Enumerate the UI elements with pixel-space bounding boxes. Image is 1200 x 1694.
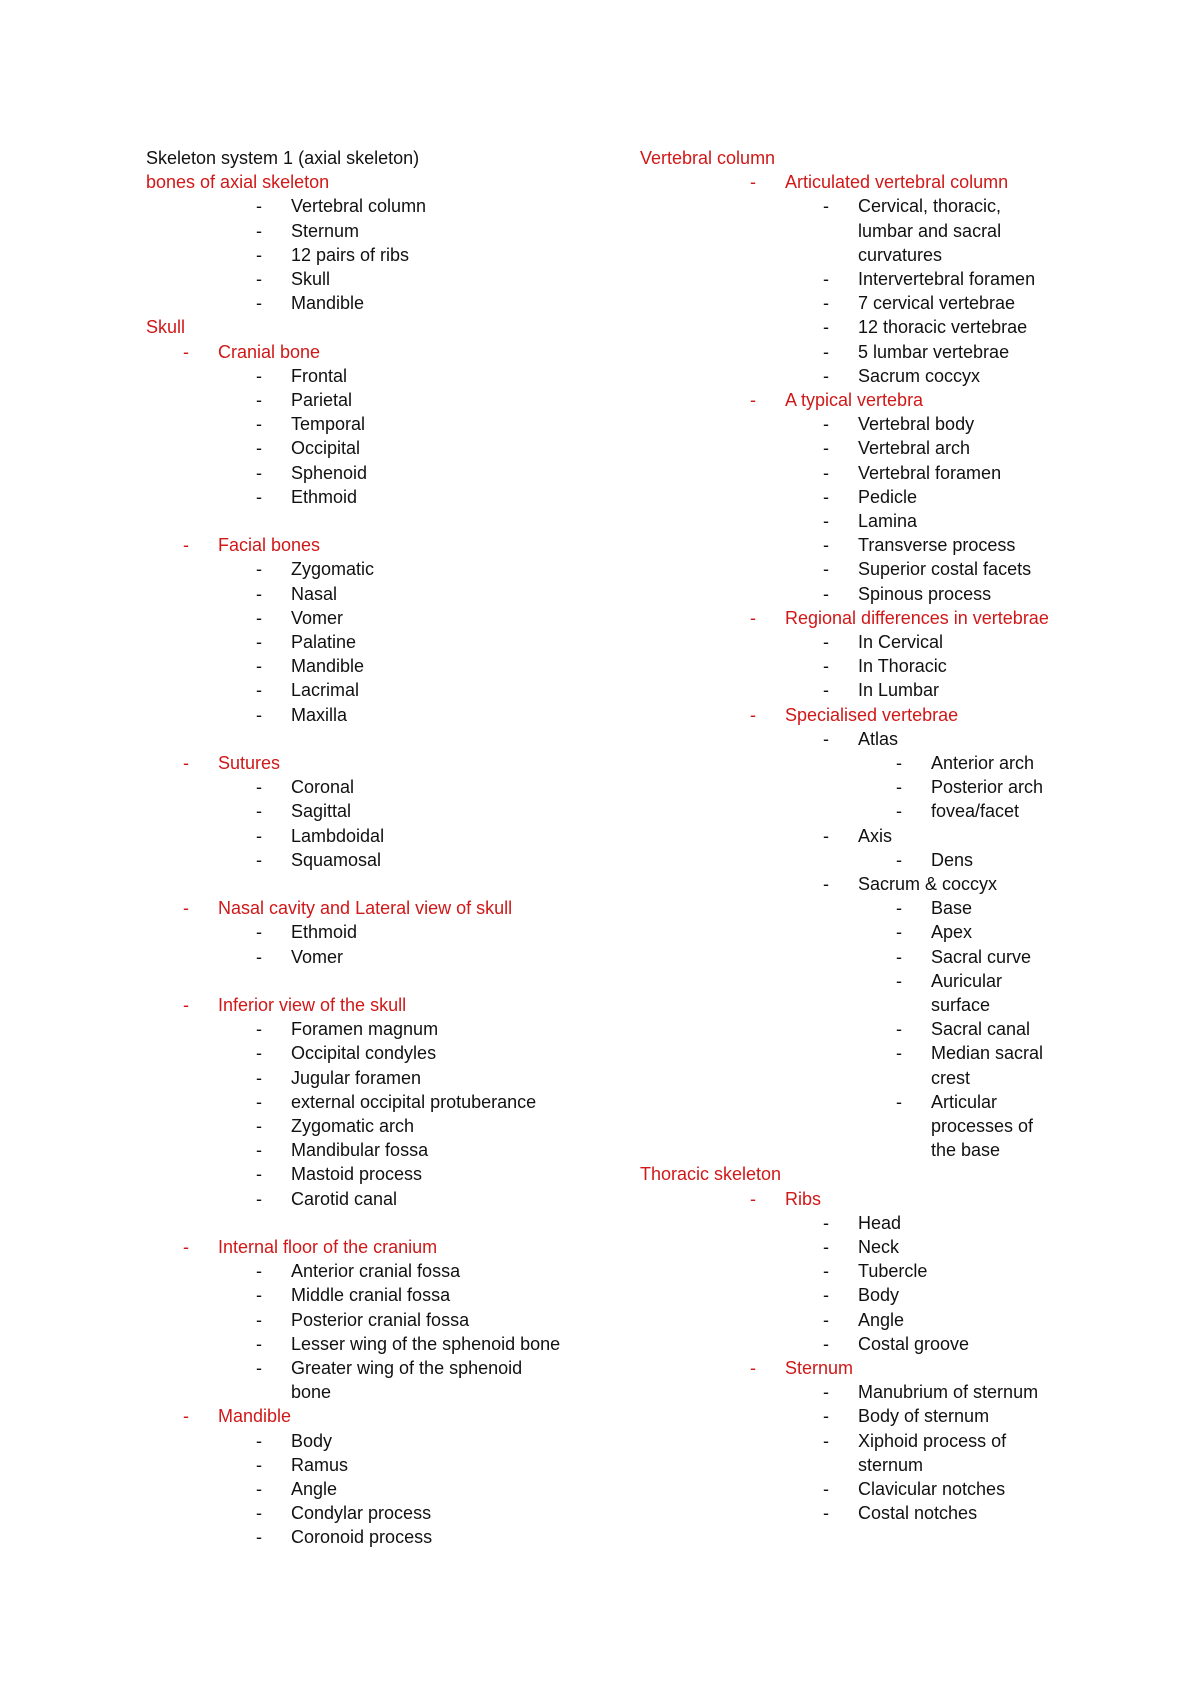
bullet-dash: - [823, 874, 829, 894]
list-item: Base [931, 898, 973, 919]
bullet-dash: - [256, 1454, 262, 1475]
bullet-dash: - [823, 1285, 829, 1306]
bullet-dash: - [823, 535, 829, 556]
bullet-dash: - [256, 220, 262, 241]
bullet-dash: - [256, 1527, 262, 1548]
list-item: In Thoracic [858, 656, 947, 677]
list-item: Anterior cranial fossa [291, 1261, 461, 1282]
bullet-dash: - [256, 1043, 262, 1064]
list-item: Vomer [291, 946, 344, 967]
bullet-dash: - [896, 753, 902, 773]
bullet-dash: - [823, 1333, 829, 1354]
list-item: Atlas [858, 728, 899, 749]
bullet-dash: - [256, 1188, 262, 1209]
bullet-dash: - [823, 1212, 829, 1233]
list-item: curvatures [858, 244, 943, 265]
list-item: Temporal [291, 414, 366, 435]
list-item: Tubercle [858, 1261, 928, 1282]
bullet-dash: - [823, 438, 829, 459]
bullet-dash: - [256, 365, 262, 386]
subsection-heading: Nasal cavity and Lateral view of skull [218, 898, 513, 919]
bullet-dash: - [256, 607, 262, 628]
list-item: Ramus [291, 1454, 349, 1475]
list-item: Vertebral arch [858, 438, 971, 459]
list-item: Spinous process [858, 583, 992, 604]
bullet-dash: - [750, 1358, 756, 1378]
subsection-heading: Specialised vertebrae [785, 704, 959, 725]
list-item: Angle [858, 1309, 905, 1330]
subsection-heading: Cranial bone [218, 341, 321, 362]
list-item: Vertebral foramen [858, 462, 1002, 483]
list-item: Articular [931, 1091, 998, 1112]
bullet-dash: - [823, 1382, 829, 1403]
list-item: Greater wing of the sphenoid [291, 1358, 523, 1378]
section-heading: Skull [146, 317, 186, 338]
list-item: Sternum [291, 220, 360, 241]
list-item: 7 cervical vertebrae [858, 293, 1016, 314]
list-item: external occipital protuberance [291, 1091, 537, 1112]
bullet-dash: - [256, 196, 262, 217]
bullet-dash: - [256, 583, 262, 604]
bullet-dash: - [256, 922, 262, 943]
subsection-heading: Inferior view of the skull [218, 995, 407, 1015]
list-item: Body of sternum [858, 1406, 990, 1427]
list-item: Carotid canal [291, 1188, 398, 1209]
list-item: sternum [858, 1454, 924, 1475]
list-item: lumbar and sacral [858, 220, 1002, 241]
list-item: Superior costal facets [858, 559, 1032, 580]
list-item: Palatine [291, 632, 357, 652]
list-item: Skull [291, 269, 331, 289]
list-item: Foramen magnum [291, 1019, 439, 1040]
list-item: Auricular [931, 970, 1003, 991]
list-item: Sacral curve [931, 946, 1032, 967]
list-item: Sagittal [291, 801, 352, 822]
list-item: Head [858, 1212, 902, 1233]
bullet-dash: - [823, 293, 829, 314]
subsection-heading: A typical vertebra [785, 390, 924, 410]
list-item: Intervertebral foramen [858, 269, 1036, 289]
bullet-dash: - [183, 898, 189, 919]
bullet-dash: - [256, 1116, 262, 1136]
list-item: Posterior cranial fossa [291, 1309, 470, 1330]
bullet-dash: - [256, 486, 262, 507]
bullet-dash: - [823, 680, 829, 701]
list-item: fovea/facet [931, 801, 1020, 822]
list-item: Mandible [291, 293, 365, 314]
bullet-dash: - [256, 462, 262, 483]
bullet-dash: - [256, 1479, 262, 1499]
bullet-dash: - [823, 1430, 829, 1451]
list-item: Median sacral [931, 1043, 1044, 1064]
subsection-heading: Facial bones [218, 535, 321, 556]
list-item: Pedicle [858, 486, 918, 507]
list-item: bone [291, 1382, 332, 1403]
list-item: Mandible [291, 656, 365, 677]
bullet-dash: - [823, 511, 829, 531]
section-heading: bones of axial skeleton [146, 172, 330, 193]
list-item: Vertebral body [858, 414, 975, 435]
bullet-dash: - [256, 1140, 262, 1161]
list-item: Lamina [858, 511, 918, 531]
bullet-dash: - [896, 849, 902, 870]
document-title: Skeleton system 1 (axial skeleton) [146, 148, 420, 168]
bullet-dash: - [256, 438, 262, 459]
bullet-dash: - [896, 898, 902, 919]
bullet-dash: - [750, 390, 756, 410]
section-heading: Vertebral column [640, 148, 776, 168]
list-item: Frontal [291, 365, 348, 386]
list-item: Manubrium of sternum [858, 1382, 1039, 1403]
bullet-dash: - [823, 414, 829, 435]
bullet-dash: - [750, 607, 756, 628]
list-item: 12 thoracic vertebrae [858, 317, 1028, 338]
list-item: the base [931, 1140, 1001, 1161]
bullet-dash: - [256, 825, 262, 846]
bullet-dash: - [823, 1503, 829, 1524]
subsection-heading: Articulated vertebral column [785, 172, 1009, 193]
bullet-dash: - [256, 390, 262, 410]
bullet-dash: - [256, 414, 262, 435]
list-item: Occipital [291, 438, 361, 459]
subsection-heading: Sutures [218, 753, 281, 773]
bullet-dash: - [256, 1333, 262, 1354]
list-item: Condylar process [291, 1503, 432, 1524]
bullet-dash: - [256, 1019, 262, 1040]
list-item: Body [291, 1430, 333, 1451]
bullet-dash: - [183, 341, 189, 362]
bullet-dash: - [823, 486, 829, 507]
bullet-dash: - [256, 680, 262, 701]
bullet-dash: - [256, 293, 262, 314]
bullet-dash: - [896, 777, 902, 798]
bullet-dash: - [896, 946, 902, 967]
bullet-dash: - [823, 365, 829, 386]
bullet-dash: - [823, 583, 829, 604]
list-item: crest [931, 1067, 971, 1088]
bullet-dash: - [183, 995, 189, 1015]
list-item: Sacrum coccyx [858, 365, 981, 386]
list-item: Jugular foramen [291, 1067, 422, 1088]
bullet-dash: - [256, 704, 262, 725]
list-item: Occipital condyles [291, 1043, 437, 1064]
bullet-dash: - [823, 728, 829, 749]
bullet-dash: - [256, 559, 262, 580]
bullet-dash: - [256, 1309, 262, 1330]
list-item: Anterior arch [931, 753, 1035, 773]
list-item: Nasal [291, 583, 338, 604]
subsection-heading: Sternum [785, 1358, 854, 1378]
bullet-dash: - [256, 1430, 262, 1451]
list-item: Zygomatic arch [291, 1116, 415, 1136]
list-item: Ethmoid [291, 922, 358, 943]
bullet-dash: - [256, 1358, 262, 1378]
list-item: Axis [858, 825, 893, 846]
bullet-dash: - [823, 825, 829, 846]
list-item: In Cervical [858, 632, 944, 652]
bullet-dash: - [750, 704, 756, 725]
bullet-dash: - [823, 196, 829, 217]
bullet-dash: - [183, 1237, 189, 1257]
subsection-heading: Mandible [218, 1406, 292, 1427]
bullet-dash: - [256, 1067, 262, 1088]
bullet-dash: - [256, 777, 262, 798]
list-item: Zygomatic [291, 559, 375, 580]
bullet-dash: - [823, 269, 829, 289]
bullet-dash: - [896, 970, 902, 991]
subsection-heading: Internal floor of the cranium [218, 1237, 438, 1257]
list-item: Body [858, 1285, 900, 1306]
bullet-dash: - [183, 753, 189, 773]
section-heading: Thoracic skeleton [640, 1164, 782, 1185]
list-item: surface [931, 995, 991, 1015]
bullet-dash: - [823, 632, 829, 652]
list-item: Squamosal [291, 849, 382, 870]
bullet-dash: - [823, 559, 829, 580]
list-item: In Lumbar [858, 680, 940, 701]
bullet-dash: - [823, 1237, 829, 1257]
list-item: Xiphoid process of [858, 1430, 1007, 1451]
list-item: Apex [931, 922, 973, 943]
list-item: Lesser wing of the sphenoid bone [291, 1333, 561, 1354]
bullet-dash: - [896, 1043, 902, 1064]
bullet-dash: - [256, 1503, 262, 1524]
list-item: Posterior arch [931, 777, 1044, 798]
bullet-dash: - [823, 1261, 829, 1282]
bullet-dash: - [750, 172, 756, 193]
list-item: Sacral canal [931, 1019, 1031, 1040]
list-item: Coronoid process [291, 1527, 433, 1548]
bullet-dash: - [256, 656, 262, 677]
list-item: Parietal [291, 390, 353, 410]
list-item: Ethmoid [291, 486, 358, 507]
list-item: Sphenoid [291, 462, 368, 483]
list-item: processes of [931, 1116, 1034, 1136]
bullet-dash: - [256, 632, 262, 652]
list-item: Vomer [291, 607, 344, 628]
list-item: Mastoid process [291, 1164, 423, 1185]
list-item: Middle cranial fossa [291, 1285, 451, 1306]
bullet-dash: - [823, 1406, 829, 1427]
bullet-dash: - [823, 1309, 829, 1330]
bullet-dash: - [896, 922, 902, 943]
bullet-dash: - [256, 1285, 262, 1306]
bullet-dash: - [823, 341, 829, 362]
list-item: Maxilla [291, 704, 348, 725]
bullet-dash: - [896, 1091, 902, 1112]
list-item: 5 lumbar vertebrae [858, 341, 1010, 362]
list-item: Coronal [291, 777, 355, 798]
bullet-dash: - [256, 1091, 262, 1112]
bullet-dash: - [256, 269, 262, 289]
list-item: Neck [858, 1237, 900, 1257]
list-item: Costal notches [858, 1503, 978, 1524]
bullet-dash: - [823, 656, 829, 677]
list-item: Transverse process [858, 535, 1016, 556]
subsection-heading: Ribs [785, 1188, 822, 1209]
bullet-dash: - [896, 801, 902, 822]
bullet-dash: - [256, 946, 262, 967]
bullet-dash: - [750, 1188, 756, 1209]
list-item: Dens [931, 849, 974, 870]
list-item: Mandibular fossa [291, 1140, 429, 1161]
list-item: Lacrimal [291, 680, 360, 701]
subsection-heading: Regional differences in vertebrae [785, 607, 1049, 628]
bullet-dash: - [823, 317, 829, 338]
bullet-dash: - [256, 1261, 262, 1282]
list-item: Sacrum & coccyx [858, 874, 998, 894]
list-item: Vertebral column [291, 196, 427, 217]
list-item: Cervical, thoracic, [858, 196, 1002, 217]
list-item: Clavicular notches [858, 1479, 1006, 1499]
bullet-dash: - [256, 849, 262, 870]
bullet-dash: - [256, 244, 262, 265]
list-item: Lambdoidal [291, 825, 385, 846]
list-item: 12 pairs of ribs [291, 244, 410, 265]
bullet-dash: - [183, 535, 189, 556]
bullet-dash: - [183, 1406, 189, 1427]
bullet-dash: - [823, 462, 829, 483]
bullet-dash: - [896, 1019, 902, 1040]
bullet-dash: - [256, 1164, 262, 1185]
list-item: Costal groove [858, 1333, 970, 1354]
bullet-dash: - [256, 801, 262, 822]
bullet-dash: - [823, 1479, 829, 1499]
list-item: Angle [291, 1479, 338, 1499]
